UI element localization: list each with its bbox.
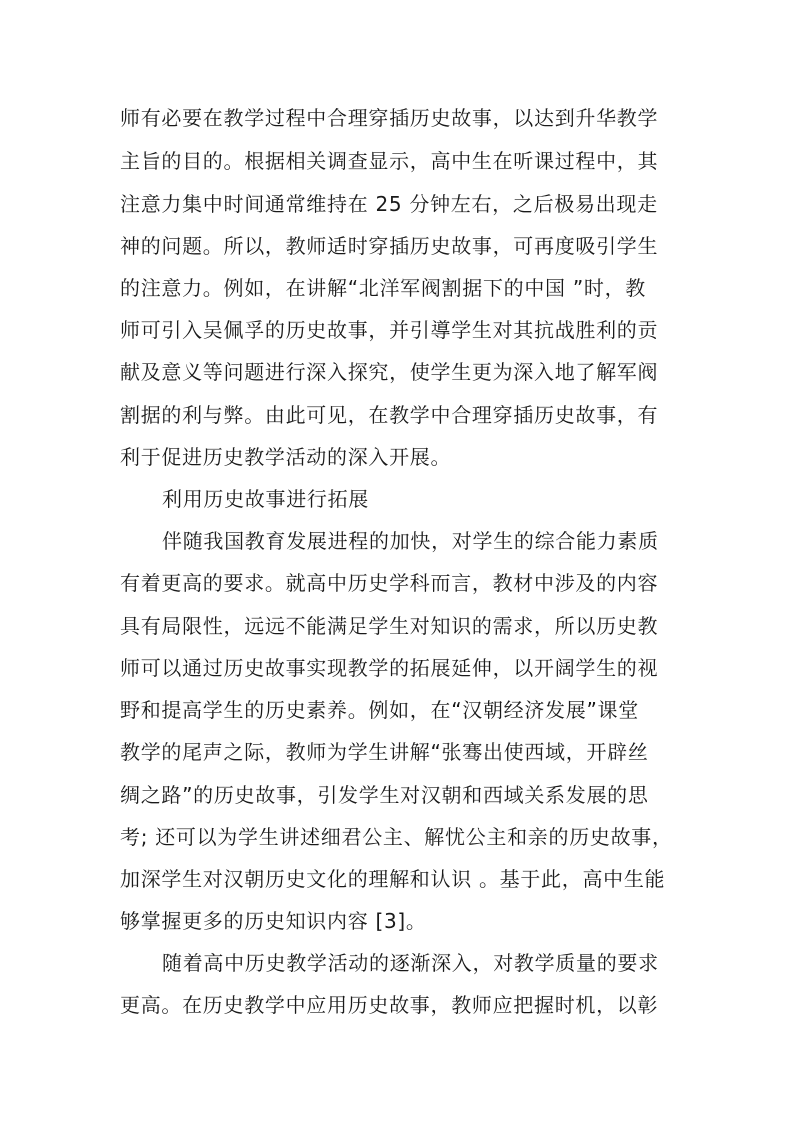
paragraph-line: 割据的利与弊。由此可见，在教学中合理穿插历史故事，有 <box>120 403 659 427</box>
paragraph-line: 师有必要在教学过程中合理穿插历史故事，以达到升华教学 <box>120 106 659 130</box>
paragraph-line: 考; 还可以为学生讲述细君公主、解忧公主和亲的历史故事， <box>120 825 673 849</box>
paragraph-line: 师可引入吴佩孚的历史故事，并引導学生对其抗战胜利的贡 <box>120 318 659 342</box>
paragraph-line: 野和提高学生的历史素养。例如，在“汉朝经济发展”课堂 <box>120 698 639 722</box>
paragraph-line: 有着更高的要求。就高中历史学科而言，教材中涉及的内容 <box>120 571 659 595</box>
paragraph-line: 随着高中历史教学活动的逐渐深入，对教学质量的要求 <box>162 951 659 975</box>
paragraph-line: 献及意义等问题进行深入探究，使学生更为深入地了解军阀 <box>120 360 659 384</box>
paragraph-line: 伴随我国教育发展进程的加快，对学生的综合能力素质 <box>162 529 659 553</box>
paragraph-line: 绸之路”的历史故事，引发学生对汉朝和西域关系发展的思 <box>120 783 649 807</box>
paragraph-line: 的注意力。例如，在讲解“北洋军阀割据下的中国 ”时，教 <box>120 276 646 300</box>
paragraph-line: 教学的尾声之际，教师为学生讲解“张骞出使西域，开辟丝 <box>120 740 649 764</box>
paragraph-line: 主旨的目的。根据相关调查显示，高中生在听课过程中，其 <box>120 149 659 173</box>
paragraph-line: 注意力集中时间通常维持在 25 分钟左右，之后极易出现走 <box>120 192 658 216</box>
paragraph-line: 够掌握更多的历史知识内容 [3]。 <box>120 909 427 933</box>
paragraph-line: 更高。在历史教学中应用历史故事，教师应把握时机，以彰 <box>120 993 659 1017</box>
paragraph-line: 神的问题。所以，教师适时穿插历史故事，可再度吸引学生 <box>120 234 659 258</box>
paragraph-line: 加深学生对汉朝历史文化的理解和认识 。基于此，高中生能 <box>120 867 666 891</box>
paragraph-line: 具有局限性，远远不能满足学生对知识的需求，所以历史教 <box>120 614 659 638</box>
section-heading: 利用历史故事进行拓展 <box>162 487 369 511</box>
paragraph-line: 利于促进历史教学活动的深入开展。 <box>120 445 452 469</box>
paragraph-line: 师可以通过历史故事实现教学的拓展延伸，以开阔学生的视 <box>120 656 659 680</box>
